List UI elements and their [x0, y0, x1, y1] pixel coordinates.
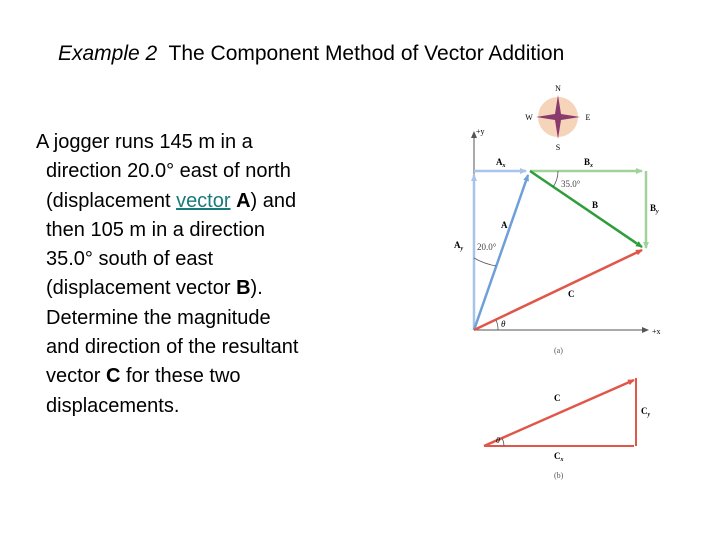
label-bx	[584, 157, 593, 169]
label-part-a: (a)	[554, 346, 563, 355]
problem-line-6	[36, 274, 376, 303]
triangle-c	[484, 380, 634, 446]
label-sub: x	[560, 457, 564, 463]
problem-line-8: and direction of the resultant	[46, 336, 299, 359]
label-sub: y	[656, 209, 659, 215]
vector-b	[530, 171, 642, 247]
problem-text: vector	[46, 365, 107, 388]
compass-s: S	[555, 143, 561, 152]
label-text: B	[584, 157, 591, 167]
label-c2: C	[554, 393, 561, 403]
vector-c-symbol: C	[106, 365, 121, 388]
y-axis-label: +y	[476, 127, 485, 136]
vector-a	[474, 175, 528, 330]
label-angle-b: 35.0°	[561, 179, 581, 189]
label-sub: x	[502, 163, 506, 169]
problem-text: ) and	[250, 189, 297, 212]
compass-rose	[525, 84, 590, 152]
label-text: A	[496, 157, 503, 167]
problem-line-2: direction 20.0° east of north	[46, 160, 291, 183]
label-text: A	[454, 240, 461, 250]
problem-line-1: A jogger runs 145 m in a	[36, 131, 253, 153]
compass-n: N	[555, 84, 561, 93]
angle-arc-theta2	[502, 438, 504, 446]
label-ay	[454, 240, 464, 252]
problem-statement	[36, 128, 376, 421]
problem-line-5: 35.0° south of east	[46, 248, 214, 271]
label-by	[650, 203, 659, 215]
vector-diagram	[440, 78, 680, 488]
angle-arc-theta	[496, 320, 498, 330]
vector-link[interactable]: vector	[176, 189, 231, 212]
label-b: B	[592, 200, 599, 210]
vector-c	[474, 250, 642, 330]
compass-w: W	[525, 113, 533, 122]
problem-text: for these two	[120, 365, 241, 388]
label-a: A	[501, 220, 508, 230]
problem-line-3	[36, 187, 376, 216]
title-text: The Component Method of Vector Addition	[168, 42, 565, 65]
angle-arc-a	[474, 258, 496, 266]
label-angle-a: 20.0°	[477, 242, 497, 252]
problem-line-7: Determine the magnitude	[46, 306, 271, 329]
compass-star-icon	[536, 95, 580, 139]
label-c: C	[568, 289, 575, 299]
label-sub: y	[460, 246, 464, 252]
label-sub: y	[647, 412, 651, 418]
label-part-b: (b)	[554, 471, 564, 480]
angle-arc-b	[553, 171, 558, 187]
problem-text: (displacement vector	[46, 277, 237, 300]
label-theta: θ	[501, 319, 506, 329]
label-text: B	[650, 203, 657, 213]
problem-text: ).	[250, 277, 263, 300]
vector-a-symbol: A	[236, 189, 251, 212]
label-cy	[641, 406, 651, 418]
problem-line-4: then 105 m in a direction	[46, 218, 266, 241]
label-cx	[554, 451, 564, 463]
problem-line-9	[36, 362, 376, 391]
compass-e: E	[585, 113, 591, 122]
example-label: Example 2	[58, 42, 158, 65]
problem-line-10: displacements.	[46, 394, 180, 417]
slide-title	[58, 42, 564, 66]
label-text: C	[641, 406, 648, 416]
vector-b-symbol: B	[236, 277, 251, 300]
problem-text: (displacement	[46, 189, 177, 212]
label-theta2: θ	[496, 436, 500, 445]
x-axis-label: +x	[652, 327, 661, 336]
label-text: C	[554, 451, 561, 461]
label-sub: x	[590, 163, 594, 169]
label-ax	[496, 157, 506, 169]
